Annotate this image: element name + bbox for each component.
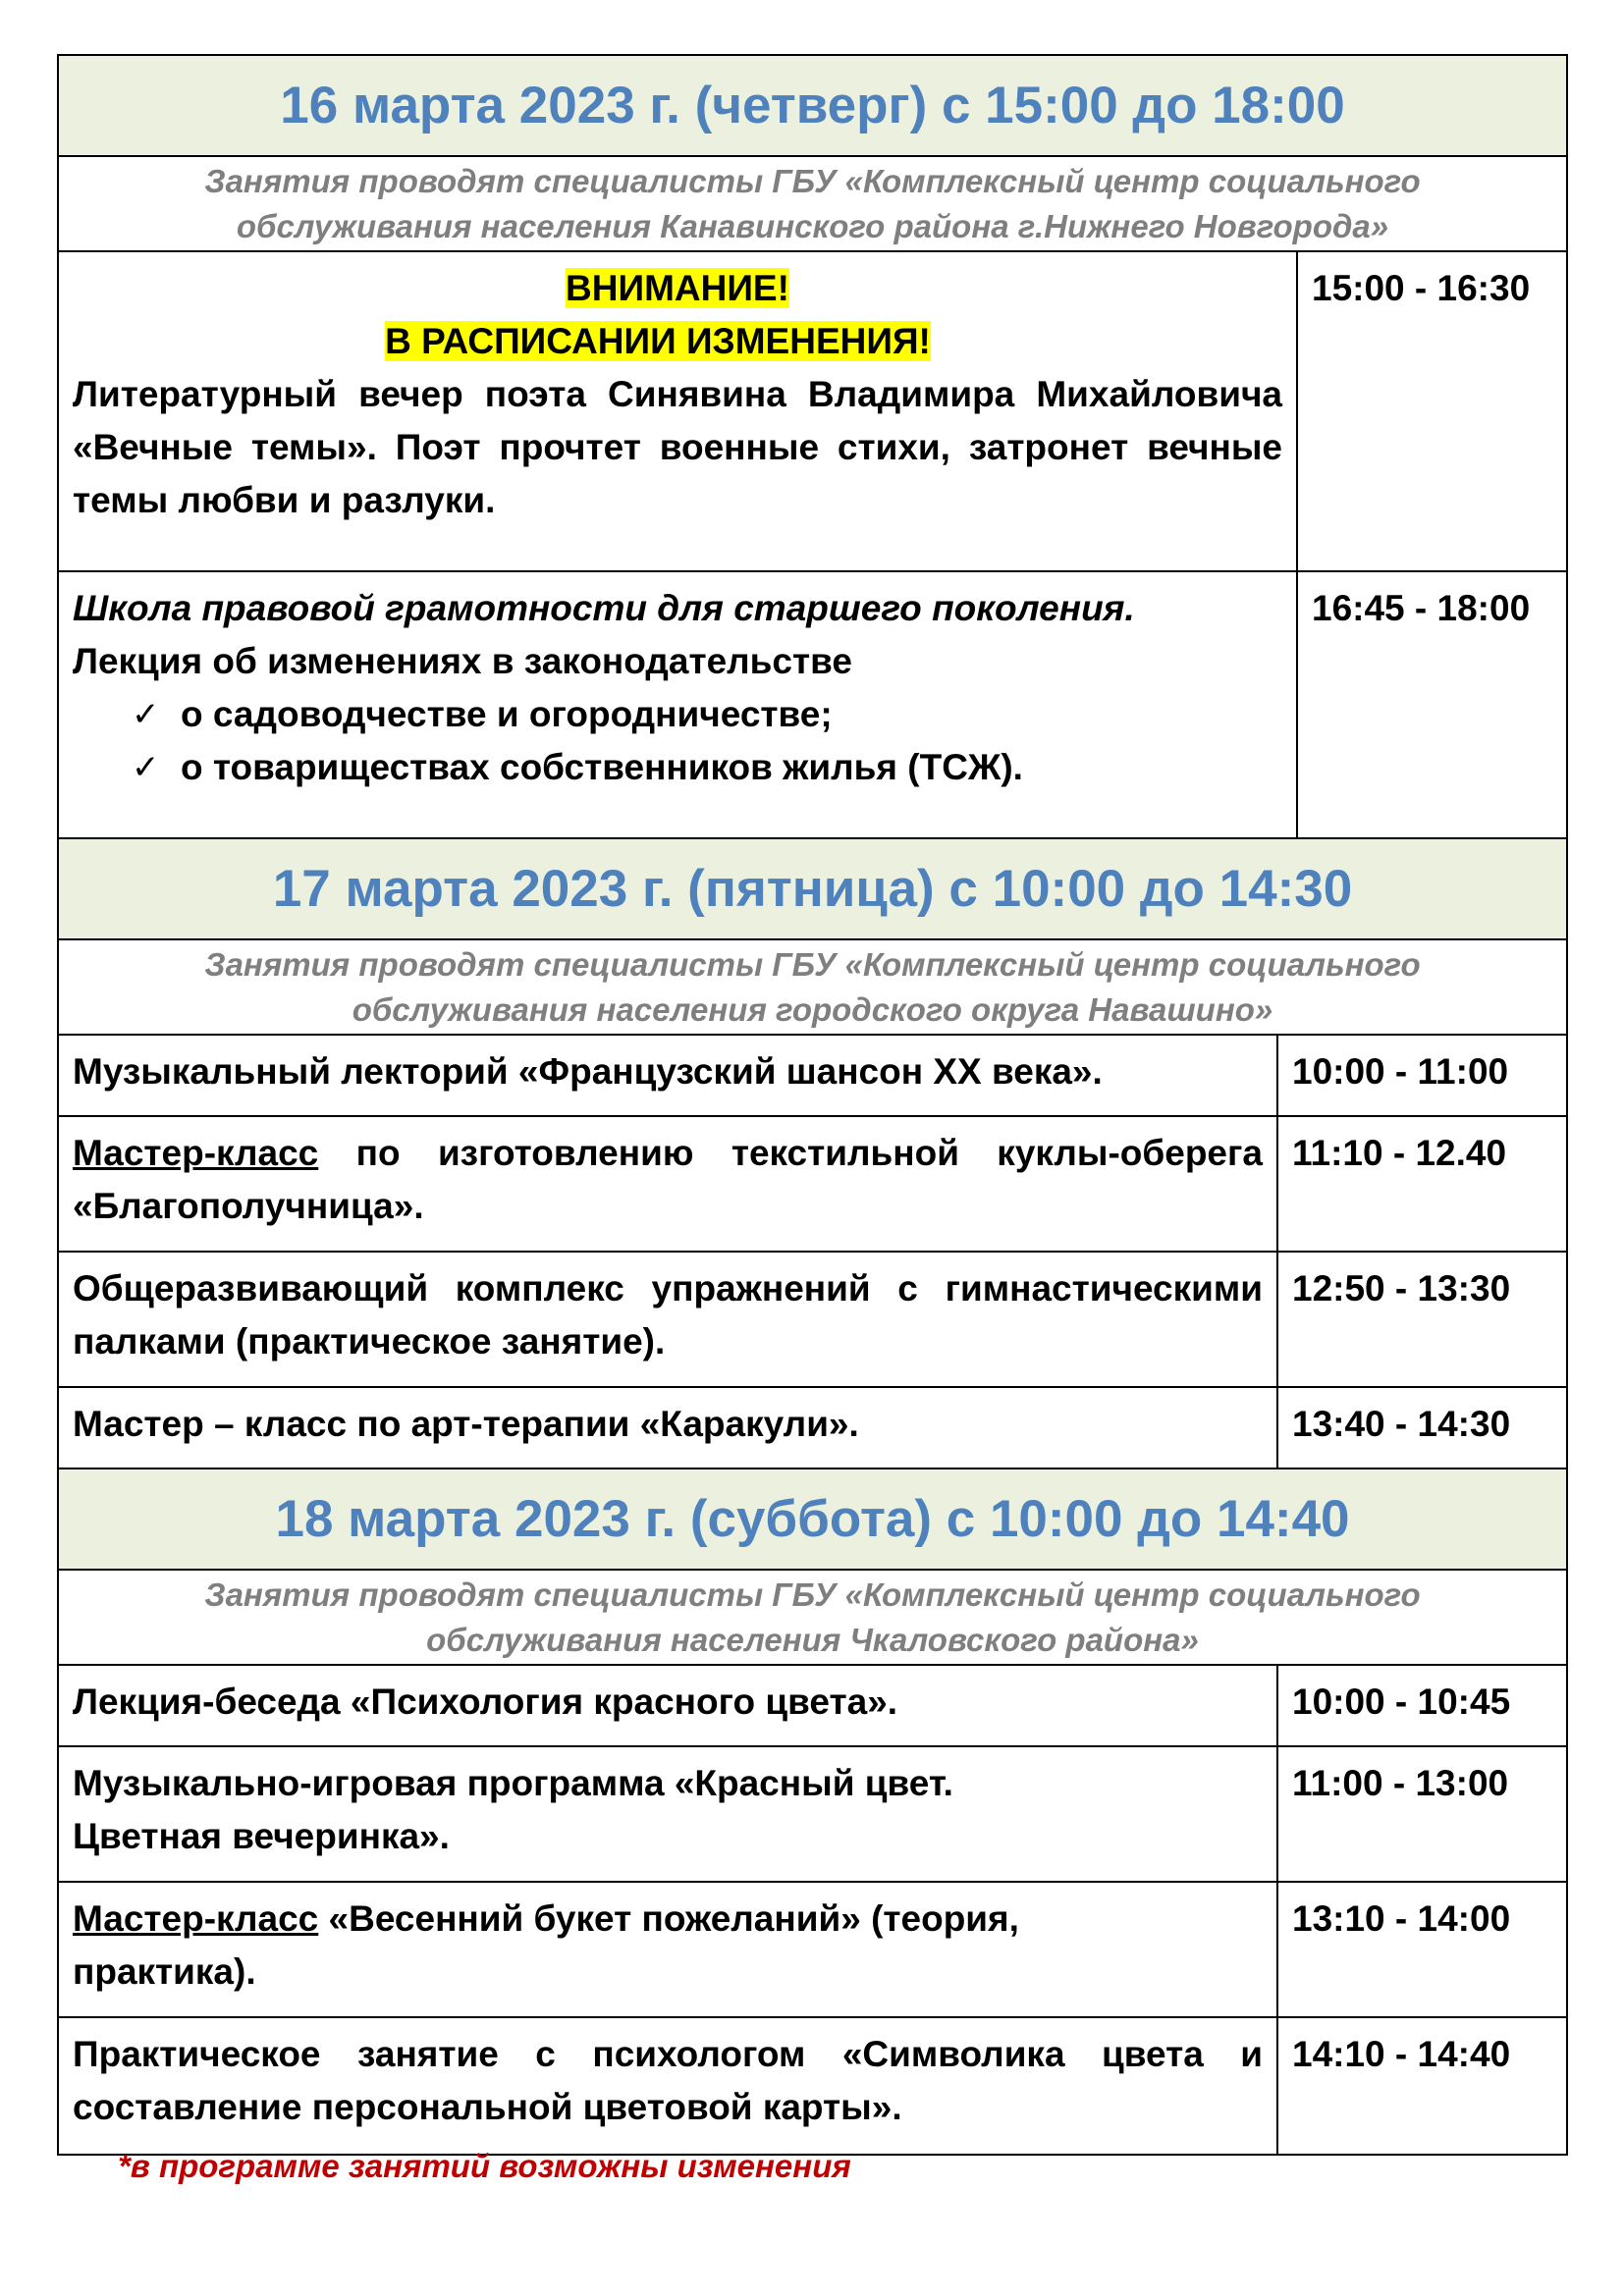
event-time: 11:00 - 13:00 [1276,1747,1566,1881]
day-title: 18 марта 2023 г. (суббота) с 10:00 до 14:40 [275,1490,1350,1548]
organizer-line: Занятия проводят специалисты ГБУ «Комплексный центр социального [204,945,1421,983]
alert-text: ВНИМАНИЕ! [566,268,789,308]
event-time: 13:10 - 14:00 [1276,1883,1566,2016]
event-time: 16:45 - 18:00 [1296,572,1566,837]
schedule-row [59,1388,1566,1469]
checkmark-icon: ✓ [132,749,160,786]
schedule-row [59,572,1566,839]
schedule-row [59,2018,1566,2154]
event-description [59,1747,1276,1881]
organizer-line: обслуживания населения Чкаловского района» [426,1621,1199,1658]
day-1-table [57,54,1568,2156]
organizer-note [59,157,1566,252]
checkmark-icon: ✓ [132,696,160,733]
organizer-note [59,940,1566,1036]
schedule-row [59,1883,1566,2018]
event-description [59,572,1296,837]
event-text: Литературный вечер поэта Синявина Владимира Михайловича «Вечные темы». Поэт прочтет военные стихи, затронет вечные темы любви и разлуки. [73,374,1282,520]
event-description [59,1883,1276,2016]
day-header [59,1469,1566,1571]
event-time: 14:10 - 14:40 [1276,2018,1566,2154]
event-description [59,1117,1276,1251]
event-time: 15:00 - 16:30 [1296,252,1566,570]
event-text: «Весенний букет пожеланий» (теория, [318,1898,1019,1939]
day-header [59,56,1566,157]
event-type: Мастер-класс [73,1133,319,1173]
event-time: 12:50 - 13:30 [1276,1253,1566,1386]
alert-text: В РАСПИСАНИИ ИЗМЕНЕНИЯ! [385,321,931,361]
schedule-row [59,1117,1566,1253]
event-text: Музыкальный лекторий «Французский шансон XX века». [73,1051,1103,1092]
list-item: ✓ о садоводчестве и огородничестве; [132,688,1282,741]
schedule-row [59,1036,1566,1117]
day-title: 17 марта 2023 г. (пятница) с 10:00 до 14:30 [272,860,1353,918]
organizer-note [59,1571,1566,1666]
schedule-row [59,252,1566,572]
event-text: Лекция-беседа «Психология красного цвета». [73,1682,898,1722]
footnote: *в программе занятий возможны изменения [118,2148,851,2184]
event-time: 10:00 - 11:00 [1276,1036,1566,1115]
event-text: по изготовлению текстильной куклы-оберега «Благополучница». [73,1133,1263,1226]
event-text: Лекция об изменениях в законодательстве [73,641,852,681]
event-text: Общеразвивающий комплекс упражнений с гимнастическими палками (практическое занятие). [73,1268,1263,1362]
event-text: Практическое занятие с психологом «Символика цвета и составление персональной цветовой карты». [73,2034,1263,2127]
day-title: 16 марта 2023 г. (четверг) с 15:00 до 18:00 [280,77,1345,134]
organizer-line: обслуживания населения городского округа Навашино» [352,990,1273,1028]
schedule-row [59,1253,1566,1388]
bullet-list [73,688,1282,794]
event-description [59,252,1296,570]
event-text: Музыкально-игровая программа «Красный цвет. [73,1763,953,1803]
list-item: ✓ о товариществах собственников жилья (ТСЖ). [132,741,1282,794]
organizer-line: обслуживания населения Канавинского района г.Нижнего Новгорода» [236,207,1389,244]
event-time: 11:10 - 12.40 [1276,1117,1566,1251]
event-type: Мастер-класс [73,1898,319,1939]
event-text: практика). [73,1951,256,1992]
day-header [59,839,1566,940]
organizer-line: Занятия проводят специалисты ГБУ «Комплексный центр социального [204,162,1421,199]
schedule-row [59,1666,1566,1747]
event-text: Цветная вечеринка». [73,1816,450,1856]
schedule-row [59,1747,1566,1883]
event-time: 13:40 - 14:30 [1276,1388,1566,1468]
event-title: Школа правовой грамотности для старшего поколения. [73,588,1135,628]
event-time: 10:00 - 10:45 [1276,1666,1566,1745]
event-text: Мастер – класс по арт-терапии «Каракули». [73,1404,859,1444]
organizer-line: Занятия проводят специалисты ГБУ «Комплексный центр социального [204,1575,1421,1613]
